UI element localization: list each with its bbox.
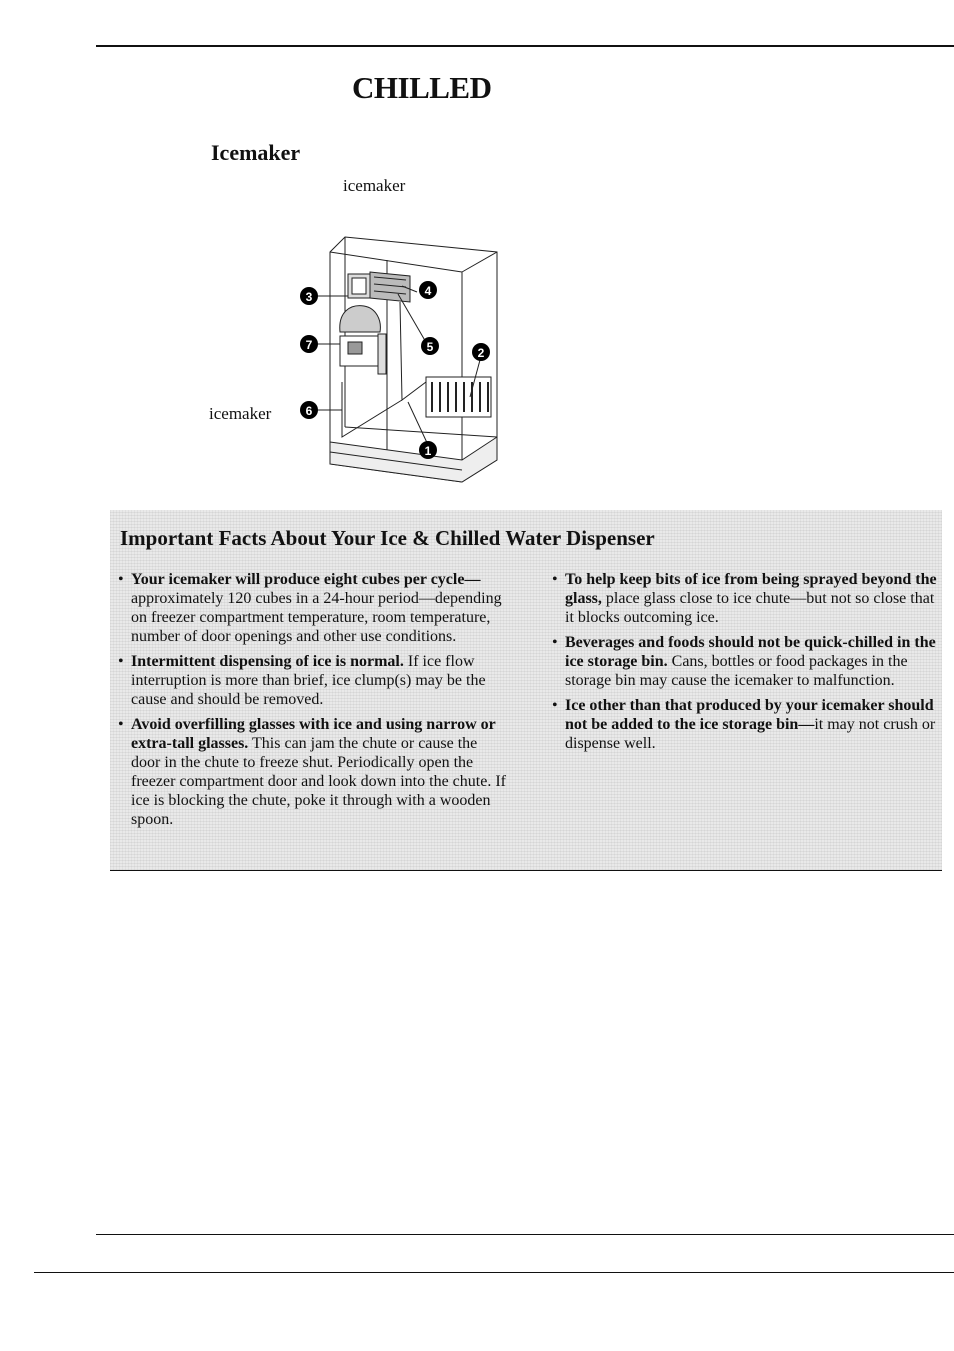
- svg-text:5: 5: [426, 340, 434, 354]
- footer-rule: [34, 1272, 954, 1273]
- svg-text:1: 1: [424, 444, 432, 458]
- svg-text:6: 6: [305, 404, 313, 418]
- facts-right-column: [552, 570, 942, 759]
- callout-4: [419, 281, 437, 299]
- callout-6: [300, 401, 318, 419]
- fact-text: approximately 120 cubes in a 24-hour period—depending on freezer compartment temperature, room temperature, number of door openings and other use conditions.: [131, 590, 502, 645]
- fact-lead: To help keep bits of ice from being sprayed beyond the glass,: [565, 571, 937, 607]
- svg-text:4: 4: [424, 284, 432, 298]
- fact-text: place glass close to ice chute—but not so close that it blocks outcoming ice.: [565, 590, 935, 626]
- important-facts-box: [110, 510, 942, 871]
- diagram-caption: icemaker: [343, 176, 406, 195]
- fact-item: [552, 570, 942, 627]
- callout-2: [472, 343, 490, 361]
- fact-text: If ice flow interruption is more than brief, ice clump(s) may be the cause and should be removed.: [131, 653, 486, 708]
- callout-7: [300, 335, 318, 353]
- fact-item: [118, 652, 508, 709]
- fact-text: This can jam the chute or cause the door in the chute to freeze shut. Periodically open the freezer compartment door and look down into the chute. If ice is blocking the chute, poke it through with a wooden spoon.: [131, 735, 506, 828]
- page-title: CHILLED: [352, 70, 492, 105]
- bottom-rule: [96, 1234, 954, 1235]
- fact-lead: Avoid overfilling glasses with ice and using narrow or extra-tall glasses.: [131, 716, 496, 752]
- fact-lead: Your icemaker will produce eight cubes per cycle—: [131, 571, 481, 588]
- fact-item: [118, 715, 508, 829]
- fact-item: [118, 570, 508, 646]
- facts-left-column: [118, 570, 508, 835]
- svg-text:7: 7: [305, 338, 313, 352]
- callout-3: [300, 287, 318, 305]
- section-title: Icemaker: [211, 140, 301, 165]
- facts-title: Important Facts About Your Ice & Chilled Water Dispenser: [120, 526, 655, 550]
- callout-5: [421, 337, 439, 355]
- fact-item: [552, 696, 942, 753]
- fact-text: Cans, bottles or food packages in the storage bin may cause the icemaker to malfunction.: [565, 653, 908, 689]
- fact-lead: Intermittent dispensing of ice is normal.: [131, 653, 404, 670]
- fact-item: [552, 633, 942, 690]
- top-rule: [96, 45, 954, 47]
- svg-text:2: 2: [477, 346, 485, 360]
- callout-1: [419, 441, 437, 459]
- diagram-side-label: icemaker: [209, 404, 272, 423]
- fact-text: it may not crush or dispense well.: [565, 716, 936, 752]
- svg-text:3: 3: [305, 290, 313, 304]
- icemaker-diagram: [290, 232, 510, 492]
- fact-lead: Beverages and foods should not be quick-chilled in the ice storage bin.: [565, 634, 936, 670]
- fact-lead: Ice other than that produced by your icemaker should not be added to the ice storage bin—: [565, 697, 934, 733]
